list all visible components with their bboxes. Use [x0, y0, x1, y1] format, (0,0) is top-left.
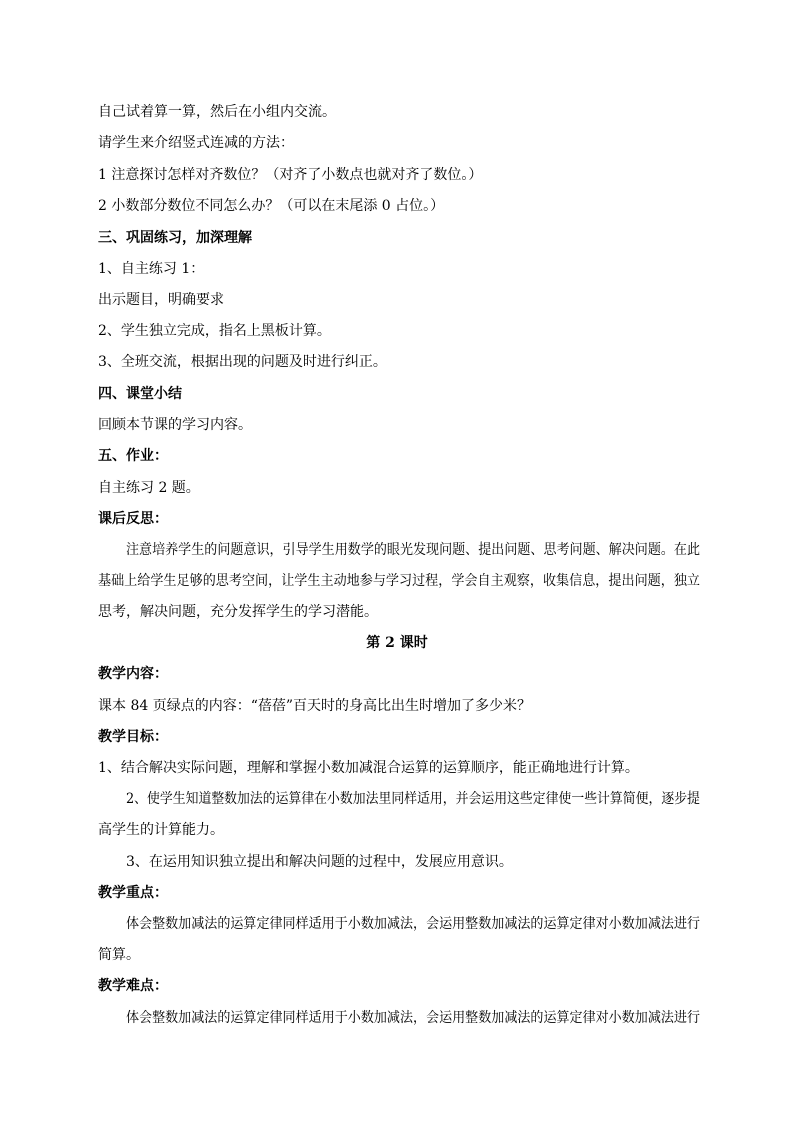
section-heading: 课后反思： — [98, 511, 168, 527]
paragraph: 自主练习 2 题。 — [98, 480, 200, 496]
paragraph: 2 小数部分数位不同怎么办？（可以在末尾添 0 占位。） — [98, 198, 445, 214]
section-heading: 三、巩固练习，加深理解 — [98, 230, 252, 246]
section-heading: 五、作业： — [98, 448, 168, 464]
paragraph: 自己试着算一算，然后在小组内交流。 — [98, 104, 336, 120]
paragraph: 基础上给学生足够的思考空间，让学生主动地参与学习过程，学会自主观察，收集信息，提出问题，独立 — [98, 573, 700, 589]
paragraph: 高学生的计算能力。 — [98, 822, 224, 838]
section-heading: 四、课堂小结 — [98, 386, 182, 402]
section-heading: 教学目标： — [98, 729, 168, 745]
paragraph: 1、自主练习 1： — [98, 261, 205, 277]
paragraph: 思考，解决问题，充分发挥学生的学习潜能。 — [98, 604, 378, 620]
paragraph: 简算。 — [98, 947, 140, 963]
paragraph: 回顾本节课的学习内容。 — [98, 417, 252, 433]
paragraph: 体会整数加减法的运算定律同样适用于小数加减法，会运用整数加减法的运算定律对小数加减法进行 — [126, 916, 700, 932]
paragraph: 出示题目，明确要求 — [98, 292, 224, 308]
paragraph: 2、学生独立完成，指名上黑板计算。 — [98, 323, 331, 339]
paragraph: 注意培养学生的问题意识，引导学生用数学的眼光发现问题、提出问题、思考问题、解决问题。在此 — [126, 542, 700, 558]
paragraph: 2、使学生知道整数加法的运算律在小数加法里同样适用，并会运用这些定律使一些计算简便，逐步提 — [126, 791, 700, 807]
paragraph: 3、在运用知识独立提出和解决问题的过程中，发展应用意识。 — [126, 854, 513, 870]
section-heading: 教学重点： — [98, 885, 168, 901]
paragraph: 体会整数加减法的运算定律同样适用于小数加减法，会运用整数加减法的运算定律对小数加减法进行 — [126, 1010, 700, 1026]
paragraph: 1 注意探讨怎样对齐数位？（对齐了小数点也就对齐了数位。） — [98, 167, 483, 183]
paragraph: 1、结合解决实际问题，理解和掌握小数加减混合运算的运算顺序，能正确地进行计算。 — [98, 760, 639, 776]
paragraph: 课本 84 页绿点的内容：“蓓蓓”百天时的身高比出生时增加了多少米？ — [98, 698, 532, 714]
paragraph: 3、全班交流，根据出现的问题及时进行纠正。 — [98, 354, 387, 370]
section-heading: 教学内容： — [98, 666, 168, 682]
paragraph: 请学生来介绍竖式连减的方法： — [98, 135, 294, 151]
lesson-title: 第 2 课时 — [366, 635, 428, 651]
section-heading: 教学难点： — [98, 978, 168, 994]
